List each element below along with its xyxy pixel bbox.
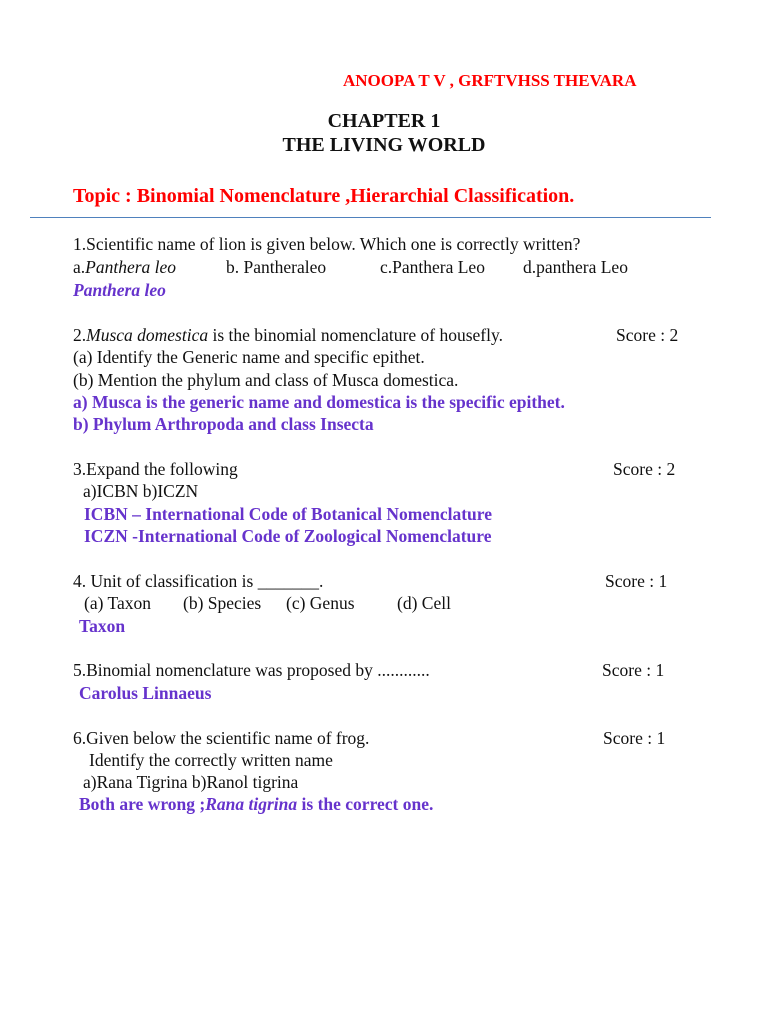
topic-heading: Topic : Binomial Nomenclature ,Hierarchial Classification. [73,185,575,207]
q4-question: 4. Unit of classification is _______. [73,571,324,591]
q4-score: Score : 1 [605,571,668,591]
q6-answer [79,793,433,815]
q4-answer: Taxon [79,616,126,636]
q1-option-c: c.Panthera Leo [380,257,485,277]
q6-score: Score : 1 [603,728,666,748]
q6-instruction: Identify the correctly written name [89,750,333,770]
chapter-number: CHAPTER 1 [327,110,441,132]
q1-option-d: d.panthera Leo [523,257,628,277]
q1-option-a [73,256,176,278]
q6-answer-post: is the correct one. [297,794,434,814]
q3-answer-iczn: ICZN -International Code of Zoological Nomenclature [84,526,492,546]
q2-question-rest: is the binomial nomenclature of housefly. [208,325,503,345]
q1-option-a-prefix: a. [73,257,86,277]
q4-option-d: (d) Cell [397,593,451,613]
q1-option-a-name: Panthera leo [85,257,177,277]
author-header: ANOOPA T V , GRFTVHSS THEVARA [343,71,637,90]
q2-number: 2. [73,325,87,345]
q5-answer: Carolus Linnaeus [79,683,212,703]
q3-score: Score : 2 [613,459,676,479]
q1-answer: Panthera leo [73,280,166,300]
chapter-title: THE LIVING WORLD [282,134,486,156]
q5-question: 5.Binomial nomenclature was proposed by ............ [73,660,430,680]
q1-question: 1.Scientific name of lion is given below. Which one is correctly written? [73,234,581,254]
q3-question: 3.Expand the following [73,459,238,479]
q6-answer-name: Rana tigrina [205,794,298,814]
q6-answer-pre: Both are wrong ; [79,794,206,814]
q5-score: Score : 1 [602,660,665,680]
q2-answer-a: a) Musca is the generic name and domestica is the specific epithet. [73,392,565,412]
q2-scientific-name: Musca domestica [86,325,209,345]
q3-answer-icbn: ICBN – International Code of Botanical Nomenclature [84,504,492,524]
q4-option-c: (c) Genus [286,593,355,613]
q4-option-a: (a) Taxon [84,593,151,613]
q6-options: a)Rana Tigrina b)Ranol tigrina [83,772,299,792]
q4-option-b: (b) Species [183,593,262,613]
q3-items: a)ICBN b)ICZN [83,481,199,501]
q6-question: 6.Given below the scientific name of frog. [73,728,370,748]
q2-part-a: (a) Identify the Generic name and specific epithet. [73,347,425,367]
q2-part-b: (b) Mention the phylum and class of Musca domestica. [73,370,459,390]
horizontal-divider [30,217,711,218]
q2-answer-b: b) Phylum Arthropoda and class Insecta [73,414,374,434]
q1-option-b: b. Pantheraleo [226,257,327,277]
q2-question [73,324,503,346]
q2-score: Score : 2 [616,325,679,345]
